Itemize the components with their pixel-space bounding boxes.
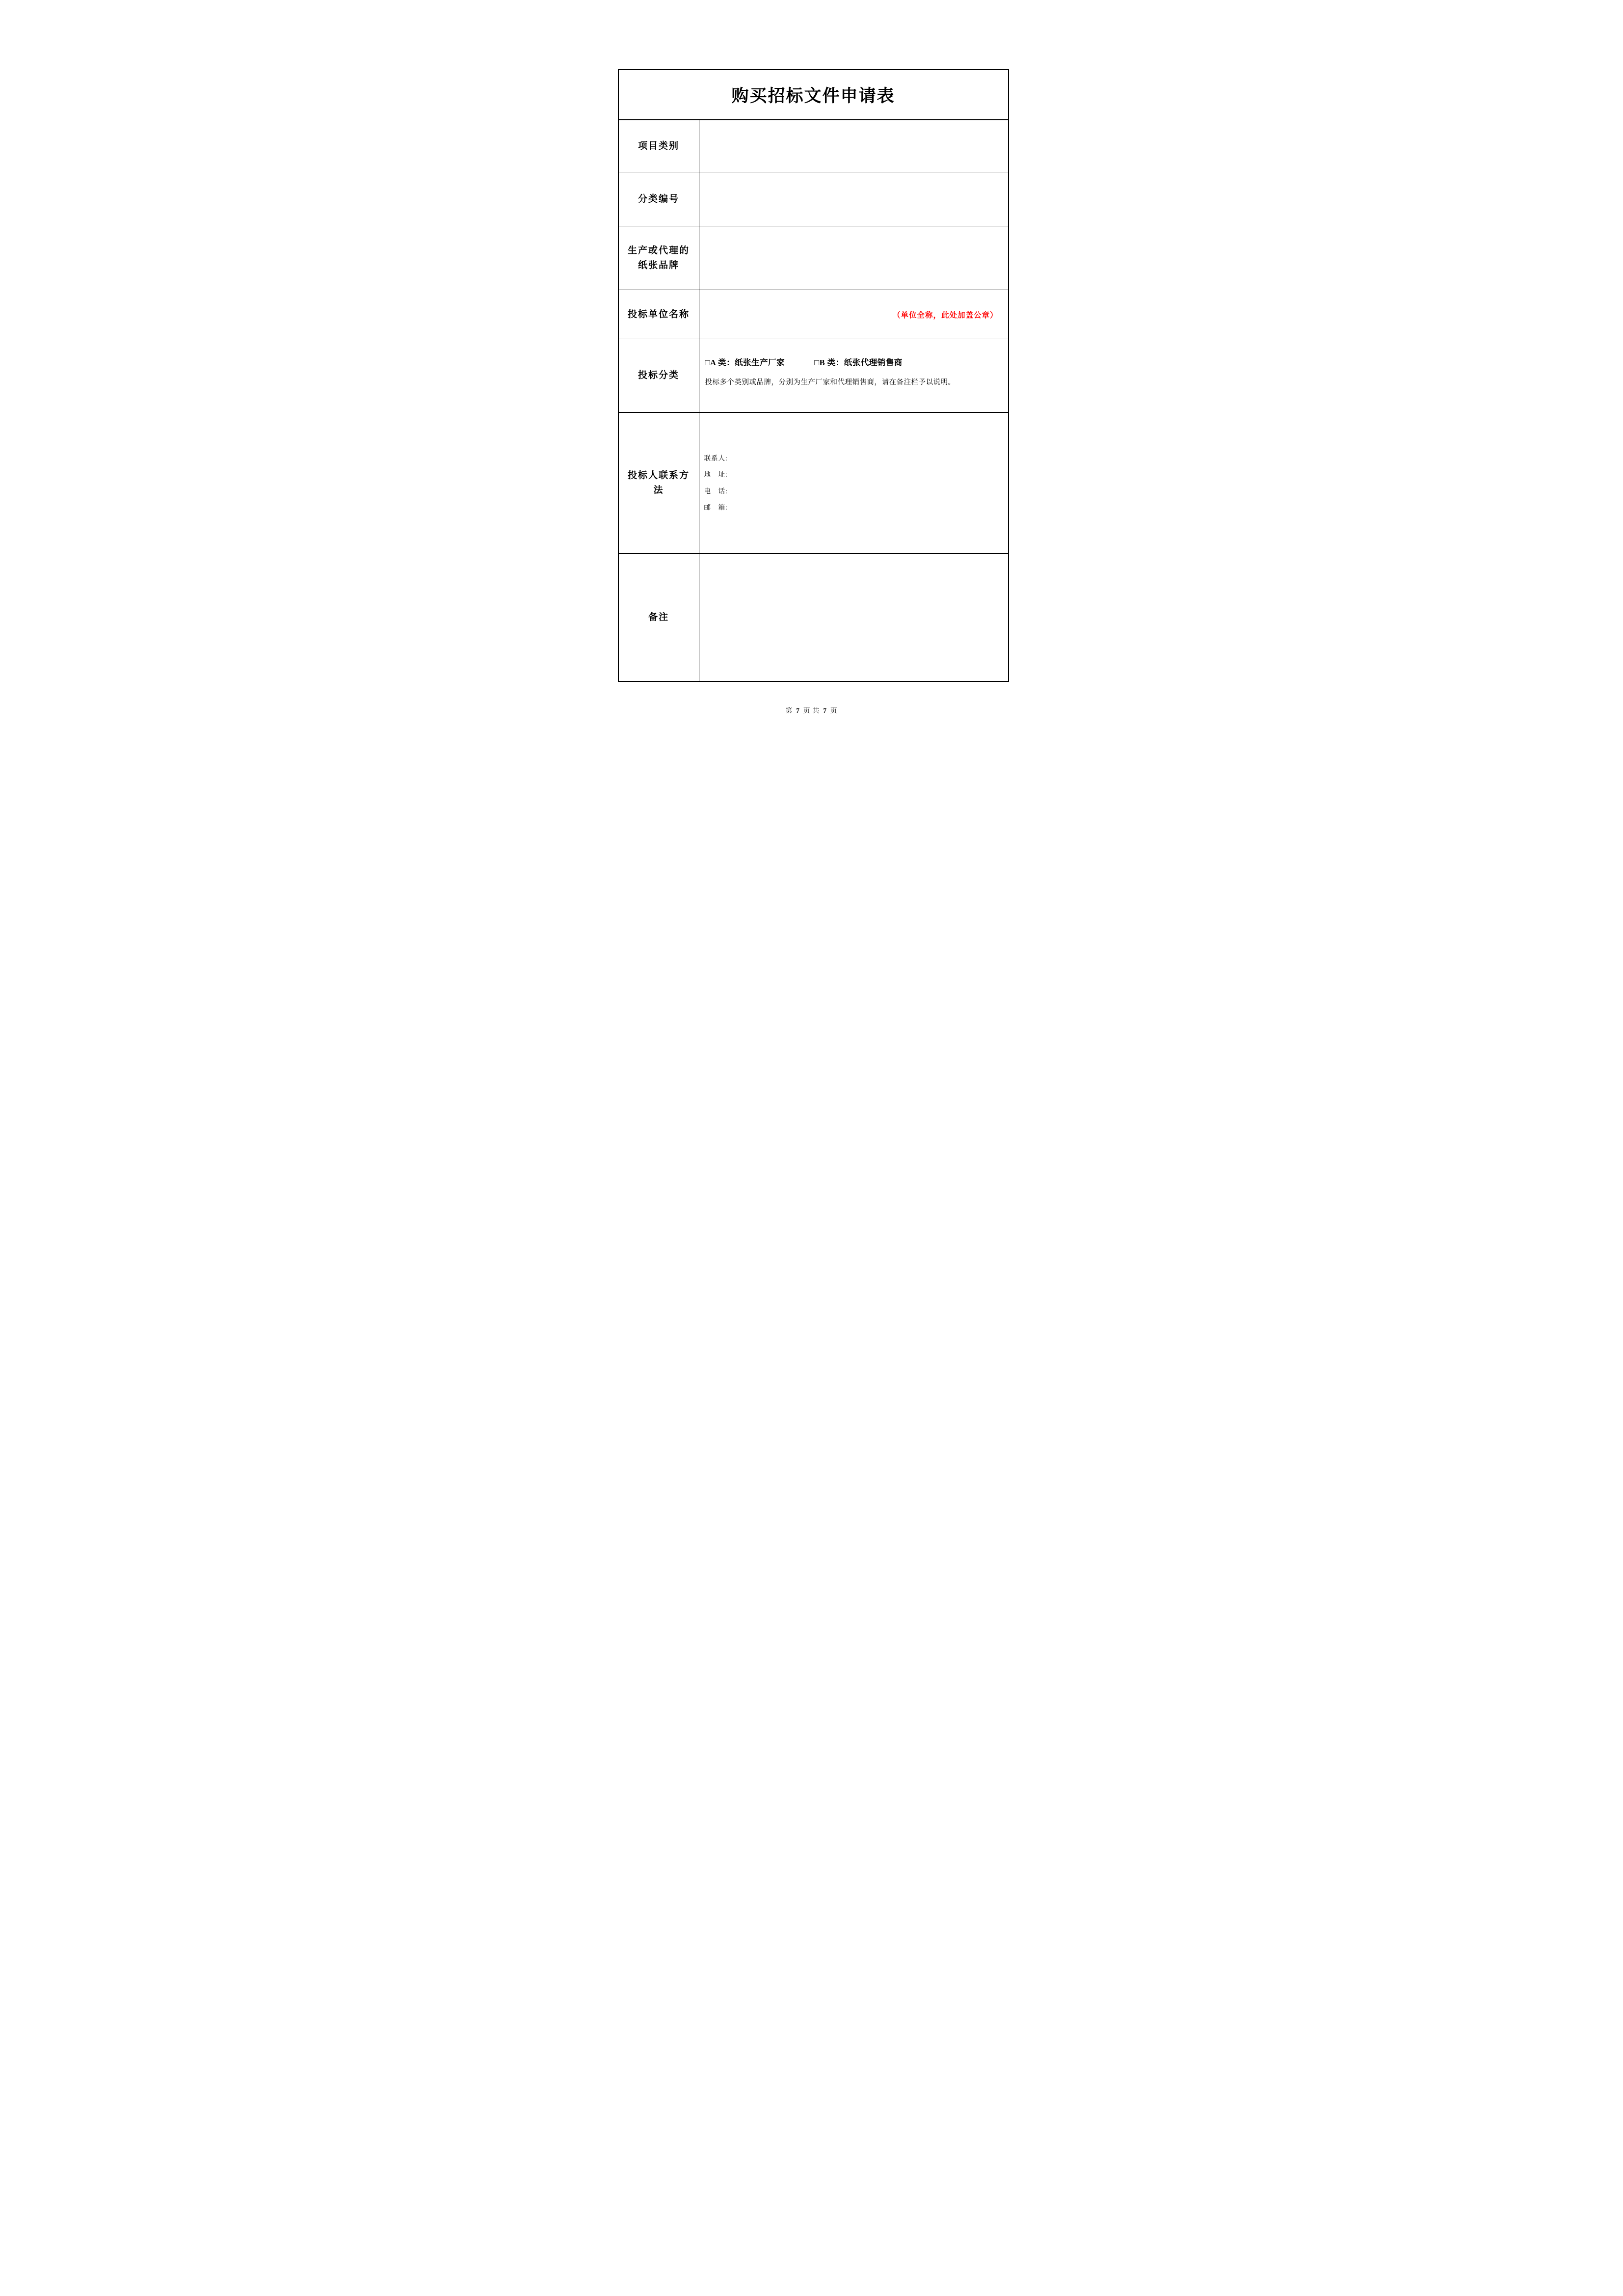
footer-page-number: 7 — [796, 707, 800, 714]
bidder-name-label: 投标单位名称 — [627, 309, 690, 320]
footer-suffix: 页 — [830, 707, 838, 714]
contact-info-label-line1: 投标人联系方 — [627, 470, 690, 481]
project-category-input-area[interactable] — [699, 120, 1008, 172]
document-page — [541, 0, 1082, 765]
contact-info-input-area[interactable] — [699, 413, 1008, 553]
table-row-contact-info — [619, 412, 1008, 553]
bidder-name-label-cell — [619, 290, 699, 339]
classification-number-label: 分类编号 — [638, 193, 679, 204]
table-row-paper-brand — [619, 226, 1008, 290]
address-field-label[interactable]: 地 址: — [704, 471, 728, 478]
table-row-project-category — [619, 119, 1008, 172]
title-row — [619, 70, 1008, 119]
option-b-group[interactable] — [814, 358, 903, 367]
paper-brand-label-line2: 纸张品牌 — [638, 260, 679, 270]
footer-total-pages: 7 — [823, 707, 827, 714]
table-row-bidder-name — [619, 290, 1008, 339]
form-title: 购买招标文件申请表 — [731, 86, 895, 106]
page-footer — [541, 705, 1082, 715]
checkbox-b-icon[interactable]: □ — [814, 358, 820, 367]
option-a-label: A 类：纸张生产厂家 — [710, 358, 785, 367]
stamp-instruction-note: （单位全称，此处加盖公章） — [892, 311, 998, 320]
table-row-classification-number — [619, 172, 1008, 226]
bid-classification-content — [699, 339, 1008, 412]
bid-class-options-line — [705, 356, 1001, 368]
project-category-label-cell — [619, 120, 699, 172]
bid-classification-label: 投标分类 — [638, 370, 679, 380]
option-b-label: B 类：纸张代理销售商 — [819, 358, 903, 367]
contact-person-field-label[interactable]: 联系人: — [704, 454, 728, 462]
phone-field-label[interactable]: 电 话: — [704, 487, 728, 495]
bid-classification-label-cell — [619, 339, 699, 412]
paper-brand-label-line1: 生产或代理的 — [627, 245, 690, 256]
remarks-input-area[interactable] — [699, 554, 1008, 681]
project-category-label: 项目类别 — [638, 140, 679, 151]
remarks-label-cell — [619, 554, 699, 681]
option-a-group[interactable] — [705, 358, 785, 367]
checkbox-a-icon[interactable]: □ — [705, 358, 710, 367]
bidder-name-input-area[interactable] — [699, 290, 1008, 339]
application-form-table — [618, 69, 1009, 682]
remarks-label: 备注 — [648, 612, 669, 622]
footer-infix: 页 共 — [803, 707, 820, 714]
footer-prefix: 第 — [785, 707, 793, 714]
contact-info-label-cell — [619, 413, 699, 553]
table-row-bid-classification — [619, 339, 1008, 412]
paper-brand-input-area[interactable] — [699, 226, 1008, 290]
contact-info-label-line2: 法 — [653, 485, 664, 495]
table-row-remarks — [619, 553, 1008, 681]
classification-number-input-area[interactable] — [699, 172, 1008, 226]
email-field-label[interactable]: 邮 箱: — [704, 504, 728, 511]
paper-brand-label-cell — [619, 226, 699, 290]
bid-class-explanation: 投标多个类别或品牌，分别为生产厂家和代理销售商，请在备注栏予以说明。 — [705, 378, 956, 386]
classification-number-label-cell — [619, 172, 699, 226]
